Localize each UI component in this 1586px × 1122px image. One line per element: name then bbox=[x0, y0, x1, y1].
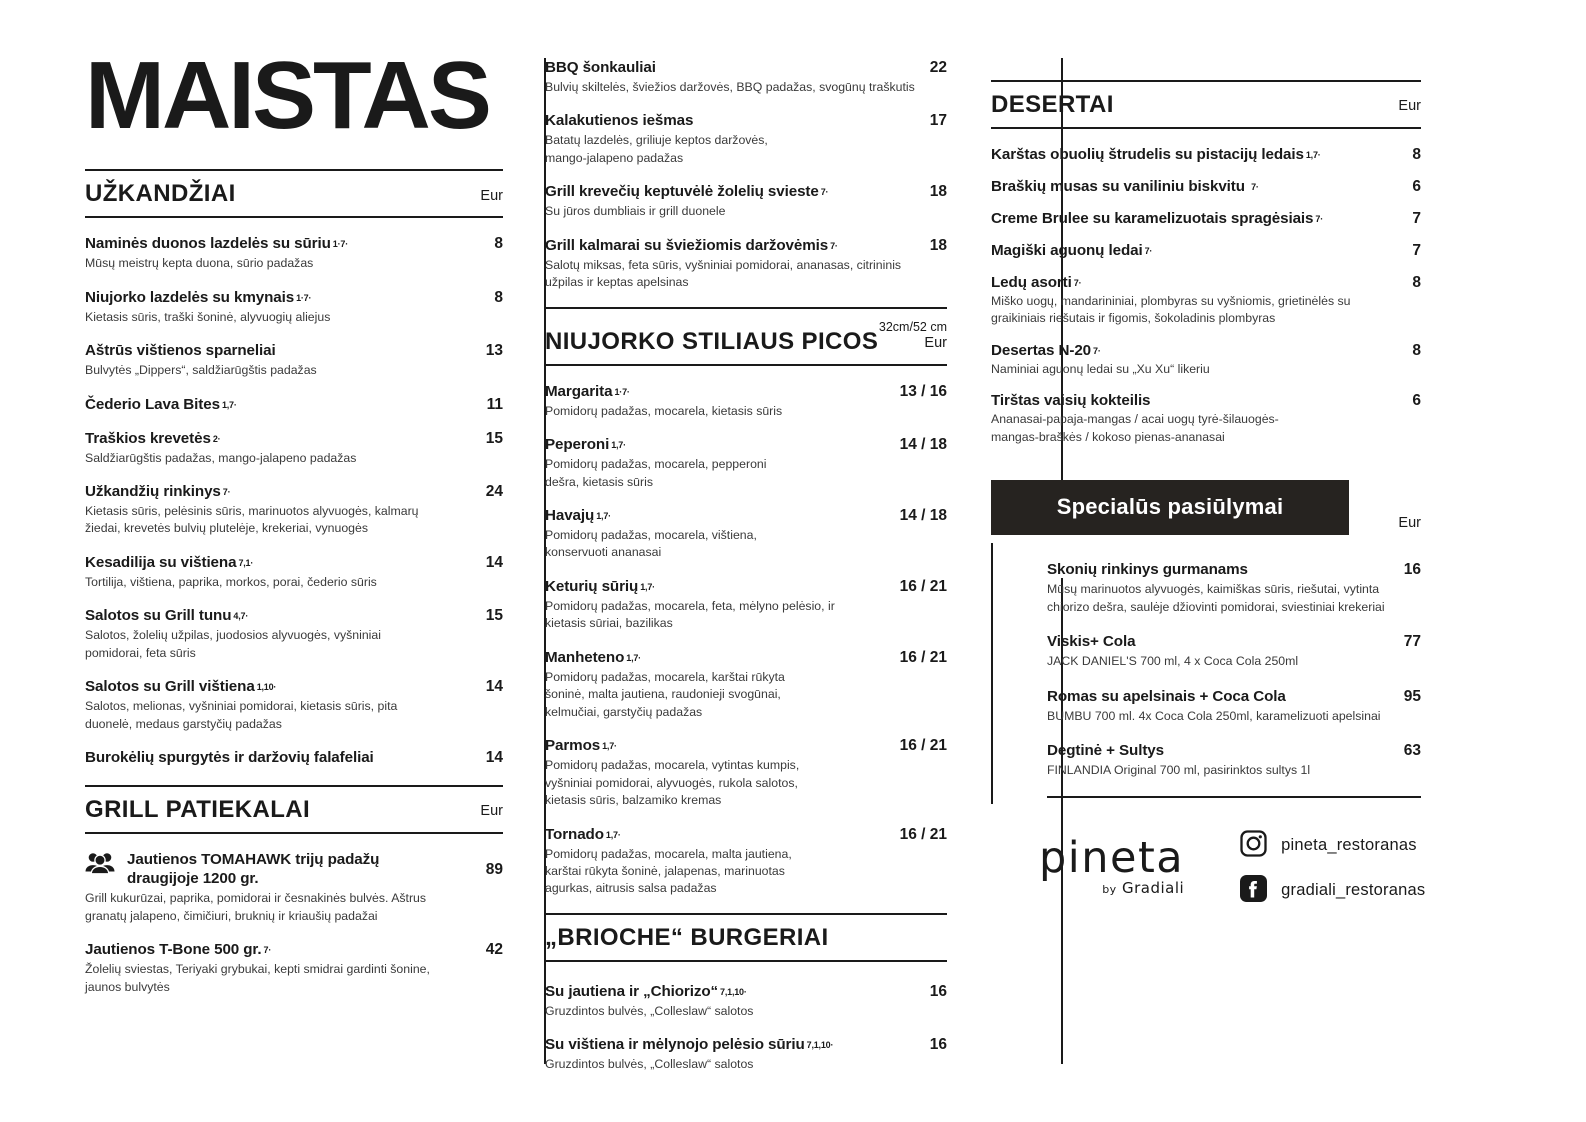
grill-continued-list bbox=[545, 58, 947, 292]
item-allergens: 7· bbox=[1093, 345, 1101, 356]
item-price: 15 bbox=[485, 607, 503, 625]
item-description: Naminiai aguonų ledai su „Xu Xu“ likeriu bbox=[991, 361, 1210, 376]
item-name: Havajų bbox=[545, 507, 595, 525]
menu-item[interactable] bbox=[85, 940, 503, 996]
item-price: 16 bbox=[929, 1036, 947, 1054]
item-description: Bulvytės „Dippers“, saldžiarūgštis padažas bbox=[85, 363, 317, 378]
instagram-icon bbox=[1240, 830, 1267, 862]
left-column bbox=[85, 42, 503, 1092]
item-allergens: 7· bbox=[222, 487, 231, 497]
menu-item[interactable] bbox=[545, 182, 947, 220]
menu-item[interactable] bbox=[545, 577, 947, 633]
item-description: Ananasai-papaja-mangas / acai uogų tyrė-šilauogės-mangas-braškės / kokoso pienas-ananasai bbox=[991, 412, 1279, 444]
item-description: JACK DANIEL'S 700 ml, 4 x Coca Cola 250ml bbox=[1047, 654, 1299, 669]
social-links bbox=[1240, 830, 1425, 907]
item-name: Margarita bbox=[545, 382, 613, 400]
item-description: Mūsų meistrų kepta duona, sūrio padažas bbox=[85, 256, 314, 271]
item-allergens: 1·7· bbox=[614, 386, 630, 397]
menu-item[interactable] bbox=[85, 341, 503, 379]
specials-bottom-rule bbox=[1047, 796, 1421, 798]
item-name: Kalakutienos iešmas bbox=[545, 112, 694, 130]
item-price: 18 bbox=[929, 183, 947, 201]
item-price: 6 bbox=[1412, 178, 1421, 195]
item-description: Tortilija, vištiena, paprika, morkos, porai, čederio sūris bbox=[85, 574, 377, 589]
item-name: Creme Brulee su karamelizuotais spragėsiais bbox=[991, 210, 1314, 227]
item-allergens: 1,7· bbox=[1305, 150, 1321, 160]
item-allergens: 4,7· bbox=[233, 611, 249, 622]
item-price: 8 bbox=[494, 235, 503, 253]
item-price: 24 bbox=[485, 483, 503, 500]
section-title: NIUJORKO STILIAUS PICOS bbox=[545, 327, 879, 355]
item-price: 16 / 21 bbox=[899, 825, 947, 843]
item-allergens: 7· bbox=[1073, 278, 1082, 288]
menu-item[interactable] bbox=[545, 382, 947, 420]
middle-column bbox=[545, 58, 947, 1092]
item-price: 13 / 16 bbox=[899, 382, 947, 400]
item-name: Traškios krevetės bbox=[85, 429, 211, 447]
item-name: Braškių musas su vaniliniu biskvitu bbox=[991, 178, 1250, 195]
specials-banner-row bbox=[991, 480, 1421, 535]
specials-currency: Eur bbox=[1398, 515, 1421, 532]
section-header-picos bbox=[545, 307, 947, 366]
menu-item[interactable] bbox=[85, 234, 503, 272]
facebook-handle: gradiali_restoranas bbox=[1281, 881, 1426, 900]
item-name: Peperoni bbox=[545, 436, 610, 454]
menu-item[interactable] bbox=[545, 236, 947, 292]
item-allergens: 1,7· bbox=[605, 829, 621, 840]
item-allergens: 1,7· bbox=[611, 440, 626, 451]
menu-item[interactable] bbox=[85, 553, 503, 591]
logo-wordmark: pineta bbox=[1039, 832, 1185, 883]
item-description: Pomidorų padažas, mocarela, feta, mėlyno pelėsio, ir kietasis sūriai, bazilikas bbox=[545, 598, 835, 631]
menu-item[interactable] bbox=[545, 111, 947, 167]
item-name: Jautienos TOMAHAWK trijų padažų draugijoje 1200 gr. bbox=[127, 851, 380, 888]
section-header-grill bbox=[85, 785, 503, 834]
menu-item[interactable] bbox=[545, 648, 947, 721]
item-price: 16 / 21 bbox=[899, 737, 947, 755]
item-price: 8 bbox=[494, 288, 503, 306]
logo-byline bbox=[1102, 879, 1184, 897]
item-price: 7 bbox=[1412, 242, 1421, 259]
item-price: 77 bbox=[1403, 633, 1421, 651]
item-price: 22 bbox=[929, 59, 947, 76]
item-allergens: 1,7· bbox=[640, 581, 655, 592]
item-price: 17 bbox=[929, 112, 947, 130]
item-description: Pomidorų padažas, mocarela, vištiena, konservuoti ananasai bbox=[545, 528, 757, 560]
item-name: Degtinė + Sultys bbox=[1047, 742, 1164, 760]
item-price: 14 bbox=[485, 678, 503, 696]
menu-item[interactable] bbox=[1047, 687, 1421, 725]
item-price: 14 / 18 bbox=[899, 436, 947, 454]
logo-by: by bbox=[1102, 883, 1117, 897]
item-price: 8 bbox=[1412, 146, 1421, 163]
item-allergens: 1,10· bbox=[256, 682, 277, 693]
item-description: Batatų lazdelės, griliuje keptos daržovės, mango-jalapeno padažas bbox=[545, 133, 768, 165]
section-meta-picos bbox=[879, 320, 947, 354]
menu-item[interactable] bbox=[1047, 741, 1421, 779]
item-name: Manheteno bbox=[545, 648, 625, 666]
item-name: Grill krevečių keptuvėlė žolelių svieste bbox=[545, 183, 819, 201]
item-description: Kietasis sūris, traški šoninė, alyvuogių aliejus bbox=[85, 309, 331, 324]
menu-item[interactable] bbox=[545, 736, 947, 809]
menu-item[interactable] bbox=[545, 825, 947, 898]
item-description: Gruzdintos bulvės, „Colleslaw“ salotos bbox=[545, 1003, 754, 1018]
item-allergens: 7,1,10· bbox=[720, 986, 747, 997]
page-title: MAISTAS bbox=[85, 42, 489, 149]
item-price: 16 bbox=[1403, 561, 1421, 579]
item-price: 15 bbox=[485, 429, 503, 447]
item-name: Karštas obuolių štrudelis su pistacijų ledais bbox=[991, 146, 1304, 163]
item-description: Miško uogų, mandarininiai, plombyras su vyšniomis, grietinėlės su graikiniais riešutais ir figomis, šokoladinis plombyras bbox=[991, 294, 1351, 326]
menu-item[interactable] bbox=[545, 982, 947, 1020]
menu-item[interactable] bbox=[1047, 632, 1421, 670]
item-allergens: 7· bbox=[1315, 214, 1323, 224]
menu-item[interactable] bbox=[85, 288, 503, 326]
item-price: 16 bbox=[929, 982, 947, 1000]
item-name: Tirštas vaisių kokteilis bbox=[991, 392, 1151, 410]
menu-item[interactable] bbox=[85, 850, 503, 925]
uzkandziai-item-list bbox=[85, 218, 503, 767]
item-price: 8 bbox=[1412, 274, 1421, 291]
item-description: FINLANDIA Original 700 ml, pasirinktos sultys 1l bbox=[1047, 763, 1311, 778]
menu-item[interactable] bbox=[545, 1035, 947, 1073]
menu-item[interactable] bbox=[991, 177, 1421, 196]
instagram-handle: pineta_restoranas bbox=[1281, 836, 1417, 855]
item-price: 16 / 21 bbox=[899, 577, 947, 595]
item-price: 42 bbox=[485, 941, 503, 959]
facebook-icon bbox=[1240, 875, 1267, 907]
item-name: Skonių rinkinys gurmanams bbox=[1047, 561, 1248, 579]
specials-banner-label: Specialūs pasiūlymai bbox=[991, 480, 1349, 535]
item-allergens: 7· bbox=[830, 240, 838, 251]
item-name: Užkandžių rinkinys bbox=[85, 483, 221, 500]
item-price: 14 bbox=[485, 749, 503, 767]
menu-item[interactable] bbox=[991, 391, 1421, 446]
item-allergens: 7,1· bbox=[238, 557, 254, 568]
item-name: Niujorko lazdelės su kmynais bbox=[85, 288, 295, 306]
item-name: Tornado bbox=[545, 825, 604, 843]
section-title: „BRIOCHE“ BURGERIAI bbox=[545, 923, 829, 951]
menu-item[interactable] bbox=[991, 341, 1421, 378]
item-name: Čederio Lava Bites bbox=[85, 395, 220, 413]
item-name: Desertas N-20 bbox=[991, 341, 1092, 359]
item-description: Gruzdintos bulvės, „Colleslaw“ salotos bbox=[545, 1057, 754, 1072]
item-description: Pomidorų padažas, mocarela, malta jautiena, karštai rūkyta šoninė, jalapenas, marinuotas agurkas, aitrusis salsa padažas bbox=[545, 846, 792, 896]
section-currency: Eur bbox=[480, 187, 503, 204]
item-allergens: 1,7· bbox=[602, 741, 617, 752]
menu-item[interactable] bbox=[991, 241, 1421, 260]
item-allergens: 1,7· bbox=[626, 652, 641, 663]
specials-item-list bbox=[991, 535, 1421, 803]
section-header-uzkandziai bbox=[85, 169, 503, 218]
menu-item[interactable] bbox=[545, 506, 947, 562]
item-name: Kesadilija su vištiena bbox=[85, 553, 237, 571]
item-price: 7 bbox=[1412, 210, 1421, 227]
item-description: Pomidorų padažas, mocarela, pepperoni dešra, kietasis sūris bbox=[545, 457, 767, 489]
item-allergens: 7· bbox=[1251, 182, 1259, 192]
section-currency: Eur bbox=[924, 334, 947, 351]
section-header-burgeriai bbox=[545, 913, 947, 962]
item-description: Saldžiarūgštis padažas, mango-jalapeno padažas bbox=[85, 450, 357, 465]
item-allergens: 1·7· bbox=[332, 239, 348, 250]
section-title: GRILL PATIEKALAI bbox=[85, 796, 311, 824]
item-price: 89 bbox=[485, 861, 503, 879]
social-instagram[interactable] bbox=[1240, 830, 1425, 862]
menu-item[interactable] bbox=[85, 748, 503, 767]
social-facebook[interactable] bbox=[1240, 875, 1425, 907]
item-description: Salotų miksas, feta sūris, vyšniniai pomidorai, ananasas, citrininis užpilas ir keptas apelsinas bbox=[545, 257, 902, 290]
item-description: BUMBU 700 ml. 4x Coca Cola 250ml, karamelizuoti apelsinai bbox=[1047, 708, 1381, 723]
menu-item[interactable] bbox=[991, 145, 1421, 164]
item-name: Jautienos T-Bone 500 gr. bbox=[85, 941, 262, 959]
item-description: Kietasis sūris, pelėsinis sūris, marinuotos alyvuogės, kalmarų žiedai, krevetės bulvių plutelėje, krekeriai, vynuogės bbox=[85, 504, 419, 536]
people-group-icon bbox=[85, 852, 115, 879]
item-name: Keturių sūrių bbox=[545, 577, 639, 595]
item-name: BBQ šonkauliai bbox=[545, 59, 656, 76]
item-name: Aštrūs vištienos sparneliai bbox=[85, 342, 276, 360]
item-name: Romas su apelsinais + Coca Cola bbox=[1047, 687, 1286, 705]
menu-item[interactable] bbox=[85, 677, 503, 733]
menu-item[interactable] bbox=[991, 273, 1421, 328]
item-description: Žolelių sviestas, Teriyaki grybukai, kepti smidrai gardinti šonine, jaunos bulvytės bbox=[85, 962, 430, 994]
item-description: Pomidorų padažas, mocarela, kietasis sūris bbox=[545, 403, 783, 418]
item-price: 6 bbox=[1412, 392, 1421, 410]
item-price: 18 bbox=[929, 236, 947, 254]
item-allergens: 7· bbox=[1144, 246, 1153, 256]
item-name: Viskis+ Cola bbox=[1047, 633, 1136, 651]
section-title: UŽKANDŽIAI bbox=[85, 180, 236, 208]
item-description: Salotos, žolelių užpilas, juodosios alyvuogės, vyšniniai pomidorai, feta sūris bbox=[85, 628, 381, 660]
item-allergens: 1·7· bbox=[296, 292, 312, 303]
section-currency: Eur bbox=[480, 803, 503, 820]
item-description: Grill kukurūzai, paprika, pomidorai ir česnakinės bulvės. Aštrus granatų jalapeno, čimičiuri, bruknių ir kriaušių padažai bbox=[85, 891, 427, 923]
item-name: Salotos su Grill tunu bbox=[85, 607, 232, 625]
section-title: DESERTAI bbox=[991, 91, 1114, 118]
right-column bbox=[991, 58, 1426, 1092]
item-price: 16 / 21 bbox=[899, 648, 947, 666]
item-allergens: 7· bbox=[263, 945, 272, 956]
menu-item[interactable] bbox=[85, 429, 503, 467]
item-name: Su vištiena ir mėlynojo pelėsio sūriu bbox=[545, 1036, 805, 1054]
menu-item[interactable] bbox=[85, 606, 503, 662]
brand-logo bbox=[1039, 832, 1214, 898]
menu-item[interactable] bbox=[545, 435, 947, 491]
section-header-desertai bbox=[991, 80, 1421, 129]
item-price: 14 bbox=[485, 553, 503, 571]
item-name: Salotos su Grill vištiena bbox=[85, 678, 255, 696]
item-price: 14 / 18 bbox=[899, 507, 947, 525]
item-allergens: 1,7· bbox=[596, 511, 611, 522]
menu-item[interactable] bbox=[1047, 560, 1421, 616]
item-description: Bulvių skiltelės, šviežios daržovės, BBQ padažas, svogūnų traškutis bbox=[545, 80, 915, 94]
item-description: Salotos, melionas, vyšniniai pomidorai, kietasis sūris, pita duonelė, medaus garstyčių padažas bbox=[85, 699, 398, 731]
section-currency: Eur bbox=[1398, 98, 1421, 115]
grill-item-list bbox=[85, 834, 503, 996]
item-description: Mūsų marinuotos alyvuogės, kaimiškas sūris, riešutai, vytinta chiorizo dešra, saulėje džiovinti pomidorai, sviestiniai krekeriai bbox=[1047, 582, 1385, 614]
menu-item[interactable] bbox=[85, 482, 503, 538]
item-price: 95 bbox=[1403, 687, 1421, 705]
item-name: Magiški aguonų ledai bbox=[991, 242, 1143, 259]
item-price: 11 bbox=[486, 395, 503, 413]
pizza-size-note: 32cm/52 cm bbox=[878, 319, 947, 334]
item-name: Su jautiena ir „Chiorizo“ bbox=[545, 982, 719, 1000]
item-allergens: 7,1,10· bbox=[806, 1040, 834, 1051]
item-price: 13 bbox=[485, 342, 503, 360]
item-description: Pomidorų padažas, mocarela, vytintas kumpis, vyšniniai pomidorai, alyvuogės, rukola salotos, kietasis sūris, balzamiko kremas bbox=[545, 758, 800, 808]
item-allergens: 1,7· bbox=[221, 399, 237, 410]
item-description: Pomidorų padažas, mocarela, karštai rūkyta šoninė, malta jautiena, raudonieji svogūnai, kelmučiai, garstyčių padažas bbox=[545, 669, 785, 719]
logo-brand: Gradiali bbox=[1121, 879, 1185, 898]
item-name: Grill kalmarai su šviežiomis daržovėmis bbox=[545, 236, 829, 254]
item-allergens: 7· bbox=[820, 187, 829, 198]
item-price: 8 bbox=[1412, 341, 1421, 359]
item-name: Burokėlių spurgytės ir daržovių falafeliai bbox=[85, 749, 374, 767]
item-price: 63 bbox=[1403, 742, 1421, 760]
item-name: Parmos bbox=[545, 737, 601, 755]
picos-item-list bbox=[545, 366, 947, 898]
item-name: Naminės duonos lazdelės su sūriu bbox=[85, 235, 331, 253]
menu-item[interactable] bbox=[545, 58, 947, 96]
item-allergens: 2· bbox=[212, 433, 221, 444]
burgeriai-item-list bbox=[545, 962, 947, 1074]
footer bbox=[991, 830, 1426, 907]
item-description: Su jūros dumbliais ir grill duonele bbox=[545, 204, 726, 219]
desertai-item-list bbox=[991, 129, 1421, 446]
menu-item[interactable] bbox=[991, 209, 1421, 228]
menu-item[interactable] bbox=[85, 395, 503, 414]
item-name: Ledų asorti bbox=[991, 274, 1072, 291]
